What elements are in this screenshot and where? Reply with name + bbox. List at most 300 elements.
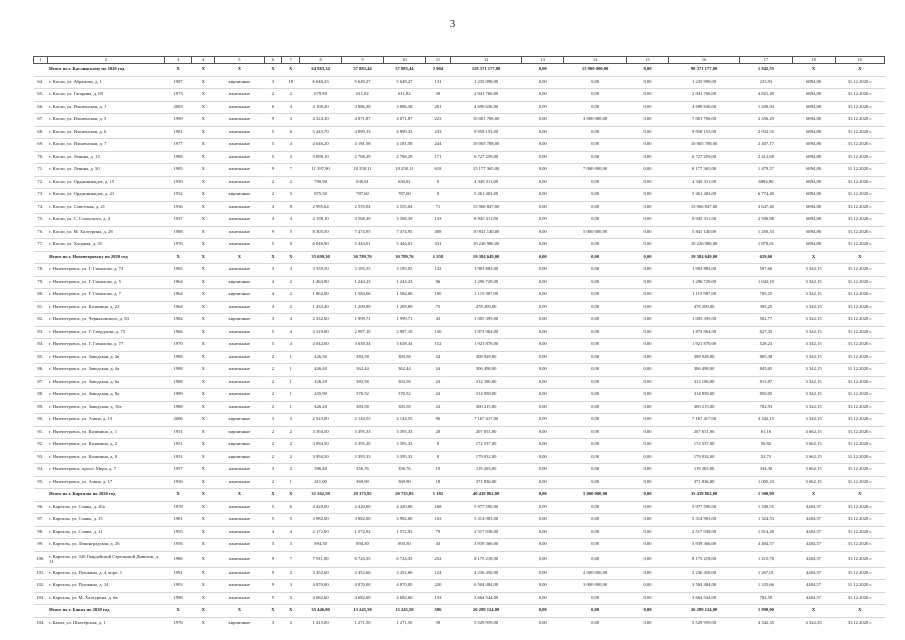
table-cell: 4 [282,264,300,277]
table-cell: 3 [282,189,300,202]
table-cell: 3 342,15 [792,264,835,277]
table-cell: 3 886,38 [383,101,425,114]
table-cell: 7 167 417,00 [668,414,739,427]
table-cell: 2 788,29 [342,151,384,164]
table-cell: X [192,251,215,264]
table-cell: 3 098,10 [300,151,342,164]
table-cell: 5 [264,126,282,139]
table-cell: 426,30 [300,351,342,364]
table-cell: 8 945 311,00 [451,214,522,227]
table-cell: X [192,551,215,567]
table-cell: 2 [264,439,282,452]
table-cell: 7 911,00 [300,551,342,567]
table-cell: 2 517 038,00 [668,526,739,539]
table-cell: 4 349 311,00 [451,176,522,189]
table-cell: 0,00 [564,326,627,339]
table-cell: 2 904 [425,64,450,77]
table-cell: 31.12.2020 г. [835,389,884,402]
table-cell: 1976 [164,617,191,629]
table-cell: 31.12.2020 г. [835,351,884,364]
table-cell: 18 [282,76,300,89]
table-cell: 370,52 [383,389,425,402]
table-cell: 3 395,33 [383,426,425,439]
table-cell: 3 [264,539,282,552]
row-number: 75. [34,214,48,227]
table-cell: 4404,57 [792,526,835,539]
table-row [34,114,885,127]
row-number: 69. [34,139,48,152]
table-cell: X [192,301,215,314]
table-cell: 0,00 [627,376,669,389]
row-number: 85. [34,351,48,364]
table-cell: 395,25 [740,301,792,314]
table-row [34,214,885,227]
table-cell: 3 539,50 [300,264,342,277]
table-cell: 1 584,06 [342,289,384,302]
table-cell: 894,30 [383,539,425,552]
address-cell: г. Нязепетровск, ул. Заводская, д. 10а [47,401,164,414]
table-cell: 207 651,00 [668,426,739,439]
table-cell: 1 415,00 [300,617,342,629]
row-number: 99. [34,539,48,552]
row-number: 83. [34,326,48,339]
table-cell: 308 928,00 [668,351,739,364]
table-cell: X [192,214,215,227]
address-cell: г. Касли, ул. Хлорная, д. 35 [47,239,164,252]
address-cell: г. Карталы, ул. Ленинградская, д. 26 [47,539,164,552]
table-cell: 8 175 218,00 [668,551,739,567]
table-cell: 26 289 124,00 [451,605,522,618]
table-cell: X [164,489,191,502]
table-cell: 4 071,87 [342,114,384,127]
table-cell: 0,00 [522,351,564,364]
table-cell: 1 349,55 [740,501,792,514]
table-cell: 314 958,00 [668,389,739,402]
table-cell: 6894,80 [792,189,835,202]
table-cell: 383,58 [383,401,425,414]
table-cell: 0,00 [522,64,564,77]
address-cell: Итого по г. Карталы по 2020 год [47,489,164,502]
table-cell: 3 568,39 [342,214,384,227]
table-cell: 0,00 [627,114,669,127]
table-row [34,351,885,364]
row-number: 90. [34,414,48,427]
table-cell: 3 342,15 [792,401,835,414]
table-row [34,301,885,314]
table-row [34,551,885,567]
table-cell: X [192,289,215,302]
table-cell: X [192,401,215,414]
table-cell: 300 215,00 [668,401,739,414]
table-row [34,264,885,277]
table-cell: 0,00 [564,351,627,364]
table-cell: панельные [215,139,264,152]
table-cell: 26 289 124,00 [668,605,739,618]
table-cell: 6 [264,101,282,114]
table-cell: 3 [264,314,282,327]
table-cell: 1 235 998,00 [451,76,522,89]
table-row [34,426,885,439]
table-cell: 1965 [164,264,191,277]
table-cell: X [164,64,191,77]
table-cell: 2 [264,451,282,464]
table-cell: 4 [282,314,300,327]
table-cell: 1 [282,351,300,364]
table-cell: 2 788,29 [383,151,425,164]
table-cell: панельные [215,101,264,114]
table-cell: 5 [264,139,282,152]
table-cell: 1 862,00 [300,289,342,302]
table-cell: 252 [425,551,450,567]
table-cell: 0,00 [627,214,669,227]
table-cell: 369,90 [342,476,384,489]
table-cell: 31.12.2020 г. [835,617,884,629]
table-cell: 31.12.2020 г. [835,164,884,177]
table-cell: 0 [425,189,450,202]
table-cell: 3 [264,264,282,277]
table-cell: 4 404,57 [740,539,792,552]
table-cell: 1 296 729,00 [451,276,522,289]
table-cell: 29 375,85 [342,489,384,502]
table-cell: X [192,501,215,514]
table-cell: 1 572,92 [342,526,384,539]
table-cell: 0,00 [564,451,627,464]
table-cell: 1999 [164,114,191,127]
table-cell: 0,00 [522,151,564,164]
table-cell: 118 371 177,00 [451,64,522,77]
table-cell: 1 300,09 [740,489,792,502]
table-cell: 31.12.2020 г. [835,114,884,127]
table-cell: X [192,276,215,289]
table-cell: 611,82 [342,89,384,102]
table-cell: 782,59 [740,592,792,605]
table-cell: 1 209,89 [342,301,384,314]
row-number: 80. [34,289,48,302]
table-cell: 0,00 [522,301,564,314]
table-cell: 0,00 [522,214,564,227]
table-cell: 1 [282,389,300,402]
table-cell: 5 000 000,00 [564,226,627,239]
row-number [34,489,48,502]
table-cell: 1956 [164,539,191,552]
table-cell: 334,30 [740,464,792,477]
table-cell: 98 371 177,00 [668,64,739,77]
address-cell: г. Нязепетровск, ул. Заводская, д. 2в [47,351,164,364]
table-cell: 31.12.2020 г. [835,514,884,527]
table-cell: 4 690 636,00 [451,101,522,114]
table-cell: 8 175 218,00 [451,551,522,567]
table-cell: 0,00 [522,376,564,389]
table-cell: 3 504 484,00 [668,580,739,593]
table-cell: 10 001 706,00 [451,114,522,127]
table-cell: 61,16 [740,426,792,439]
table-cell: 0,00 [564,539,627,552]
table-cell: 9 [264,551,282,567]
table-cell: 1991 [164,567,191,580]
table-cell: 0,00 [564,526,627,539]
table-cell: 1 572,92 [383,526,425,539]
table-cell: 24 [425,364,450,377]
table-cell: 6894,80 [792,214,835,227]
table-cell: панельные [215,476,264,489]
address-cell: г. Нязепетровск, ул. Азина, д. 17 [47,476,164,489]
table-cell: 2 000 000,00 [564,567,627,580]
table-cell: 0,00 [627,617,669,629]
table-cell: 3 638,34 [383,339,425,352]
table-cell: 0,00 [522,164,564,177]
table-cell: 31.12.2020 г. [835,580,884,593]
table-cell: 383,58 [342,351,384,364]
table-cell: X [192,592,215,605]
table-cell: 9 958 153,00 [451,126,522,139]
table-cell: 6 [282,501,300,514]
table-cell: 3 452,60 [300,567,342,580]
table-cell: 1988 [164,226,191,239]
table-cell: 50,82 [740,439,792,452]
table-cell: X [192,239,215,252]
table-cell: 1 324,53 [740,514,792,527]
table-row [34,164,885,177]
table-cell: 133 [425,214,450,227]
address-cell: г. Нязепетровск, ул. Калинина, д. 2 [47,439,164,452]
table-cell: 0,00 [627,401,669,414]
table-cell: панельные [215,389,264,402]
table-cell: 2 032,55 [740,126,792,139]
table-cell: 5 444,01 [342,239,384,252]
table-cell: панельные [215,351,264,364]
table-cell: 6 724,35 [383,551,425,567]
table-cell: 1964 [164,301,191,314]
table-cell: 1 005 395,00 [451,314,522,327]
table-cell: 3 664 544,00 [668,592,739,605]
row-number [34,64,48,77]
table-cell: 31.12.2020 г. [835,226,884,239]
table-cell: 0,00 [522,239,564,252]
table-cell: X [282,64,300,77]
table-cell: 24 [425,401,450,414]
table-cell: 5 314 903,00 [668,514,739,527]
table-row [34,176,885,189]
table-cell: панельные [215,539,264,552]
table-row [34,326,885,339]
table-cell: 30 789,76 [383,251,425,264]
table-cell: 2 332,60 [300,314,342,327]
address-cell: г. Карталы, ул. Славы, д. 20а [47,501,164,514]
table-cell: 8 [282,201,300,214]
table-cell: 1 990,00 [740,605,792,618]
table-cell: 1951 [164,439,191,452]
address-cell: г. Касли, ул. Ильменская, д. 7 [47,139,164,152]
table-cell: 0,00 [564,464,627,477]
table-cell: 894,30 [342,539,384,552]
row-number: 97. [34,514,48,527]
row-number: 67. [34,114,48,127]
table-cell: 306 498,00 [451,364,522,377]
table-cell: 787,60 [342,189,384,202]
table-cell: 10 226 986,00 [451,239,522,252]
table-cell: 1936 [164,201,191,214]
table-cell: 6894,80 [792,176,835,189]
address-cell: г. Касли, ул. Орджоникидзе, д. 21 [47,189,164,202]
table-cell: 6894,80 [740,176,792,189]
table-cell: X [192,201,215,214]
table-cell: 3 342,15 [792,326,835,339]
table-cell: 3 452,60 [383,567,425,580]
table-cell: 0,00 [627,476,669,489]
page-number: 3 [449,18,456,30]
table-cell: X [282,605,300,618]
table-cell: 10 841 140,00 [451,226,522,239]
table-cell: кирпичные [215,76,264,89]
table-cell: 19 [425,464,450,477]
table-cell: 0,00 [627,276,669,289]
table-cell: 31.12.2020 г. [835,376,884,389]
table-cell: 4 690 636,00 [668,101,739,114]
table-cell: 4 071,87 [383,114,425,127]
table-cell: 1956 [164,476,191,489]
table-row [34,414,885,427]
table-cell: 4 198,10 [300,214,342,227]
table-cell: 1 005 395,00 [668,314,739,327]
table-cell: 2 987,10 [383,326,425,339]
table-cell: 2 [282,567,300,580]
table-cell: 31.12.2020 г. [835,592,884,605]
table-cell: 0,00 [627,414,669,427]
address-cell: г. Нязепетровск, ул. Заводская, д. 6а [47,376,164,389]
table-cell: 223 [425,114,450,127]
table-cell: 0,00 [522,414,564,427]
table-cell: 2 [282,89,300,102]
row-number: 98. [34,526,48,539]
table-cell: 782,93 [740,401,792,414]
table-cell: 133 [425,592,450,605]
table-cell: X [164,251,191,264]
table-cell: 10 065 788,00 [451,139,522,152]
column-number-row [34,57,885,64]
table-cell: панельные [215,164,264,177]
table-cell: X [192,414,215,427]
table-cell: X [192,451,215,464]
table-cell: 0,00 [627,489,669,502]
column-number: 1 [34,57,48,64]
table-cell: 1 244,23 [383,276,425,289]
table-cell: X [282,489,300,502]
table-cell: 1 873 964,00 [451,326,522,339]
table-cell: 7 [282,551,300,567]
table-cell: 383,58 [383,376,425,389]
table-cell: 0,00 [627,76,669,89]
table-row [34,539,885,552]
table-cell: 6 504 484,00 [451,580,522,593]
table-row [34,526,885,539]
table-cell: 3 982,00 [383,514,425,527]
table-cell: 1 873 964,00 [668,326,739,339]
address-cell: г. Карталы, ул. Славы, д. 15 [47,514,164,527]
table-cell: 163 [425,514,450,527]
table-cell: 0,00 [627,567,669,580]
table-cell: 0,00 [522,264,564,277]
table-cell: 2 523,00 [300,414,342,427]
table-cell: 1 999,71 [383,314,425,327]
table-cell: 2 144,55 [383,414,425,427]
table-cell: 5 529 959,00 [668,617,739,629]
table-cell: X [192,264,215,277]
table-cell: 2 987,10 [342,326,384,339]
table-cell: 6894,80 [792,89,835,102]
table-cell: панельные [215,401,264,414]
table-cell: 31.12.2020 г. [835,426,884,439]
table-cell: 3 [282,592,300,605]
table-cell: 0,00 [522,592,564,605]
subtotal-row [34,251,885,264]
table-cell: 31.12.2020 г. [835,339,884,352]
table-cell: 31.12.2020 г. [835,539,884,552]
table-cell: 0,00 [522,514,564,527]
table-cell: 3 395,33 [383,439,425,452]
table-cell: 6894,80 [792,114,835,127]
address-cell: Итого по г. Нязепетровску по 2020 год [47,251,164,264]
table-cell: 0,00 [564,592,627,605]
table-row [34,501,885,514]
table-cell: 0,00 [564,476,627,489]
table-cell: панельные [215,551,264,567]
table-cell: 71 [425,201,450,214]
table-cell: 1 209,89 [383,301,425,314]
table-cell: 7 000 000,00 [564,164,627,177]
table-cell: 0,00 [564,139,627,152]
table-row [34,567,885,580]
table-cell: X [192,351,215,364]
table-cell: кирпичные [215,314,264,327]
table-cell: 1 921 870,00 [451,339,522,352]
table-cell: 35 439 862,00 [668,489,739,502]
table-cell: 0,00 [522,226,564,239]
table-cell: 3 662,15 [792,451,835,464]
table-cell: 586 [425,605,450,618]
table-cell: 0,00 [522,551,564,567]
table-cell: 4 [282,526,300,539]
table-cell: 0,00 [522,276,564,289]
table-cell: 1978 [164,501,191,514]
table-cell: 2 [264,476,282,489]
table-cell: X [192,326,215,339]
row-number: 95. [34,476,48,489]
table-cell: 2 941 766,00 [451,89,522,102]
table-cell: 1 945,55 [740,64,792,77]
table-cell: X [192,314,215,327]
table-cell: 31.12.2020 г. [835,126,884,139]
table-cell: 4404,57 [792,551,835,567]
table-cell: 1 450,33 [740,226,792,239]
table-cell: 2 456,29 [740,114,792,127]
table-cell: 0,00 [627,264,669,277]
table-cell: 4 870,00 [342,580,384,593]
table-cell: 0,00 [522,580,564,593]
table-cell: X [192,89,215,102]
table-cell: 6894,80 [792,76,835,89]
table-cell: 0,00 [627,389,669,402]
table-cell: 383,58 [342,401,384,414]
table-cell: 172 537,00 [451,439,522,452]
table-cell: 6 774,40 [740,189,792,202]
table-cell: 19 384 649,00 [668,251,739,264]
table-cell: 0,00 [627,101,669,114]
table-cell: 0,00 [627,539,669,552]
table-cell: 629,60 [740,251,792,264]
table-row [34,464,885,477]
table-cell: X [192,151,215,164]
table-cell: 8 177 365,00 [668,164,739,177]
